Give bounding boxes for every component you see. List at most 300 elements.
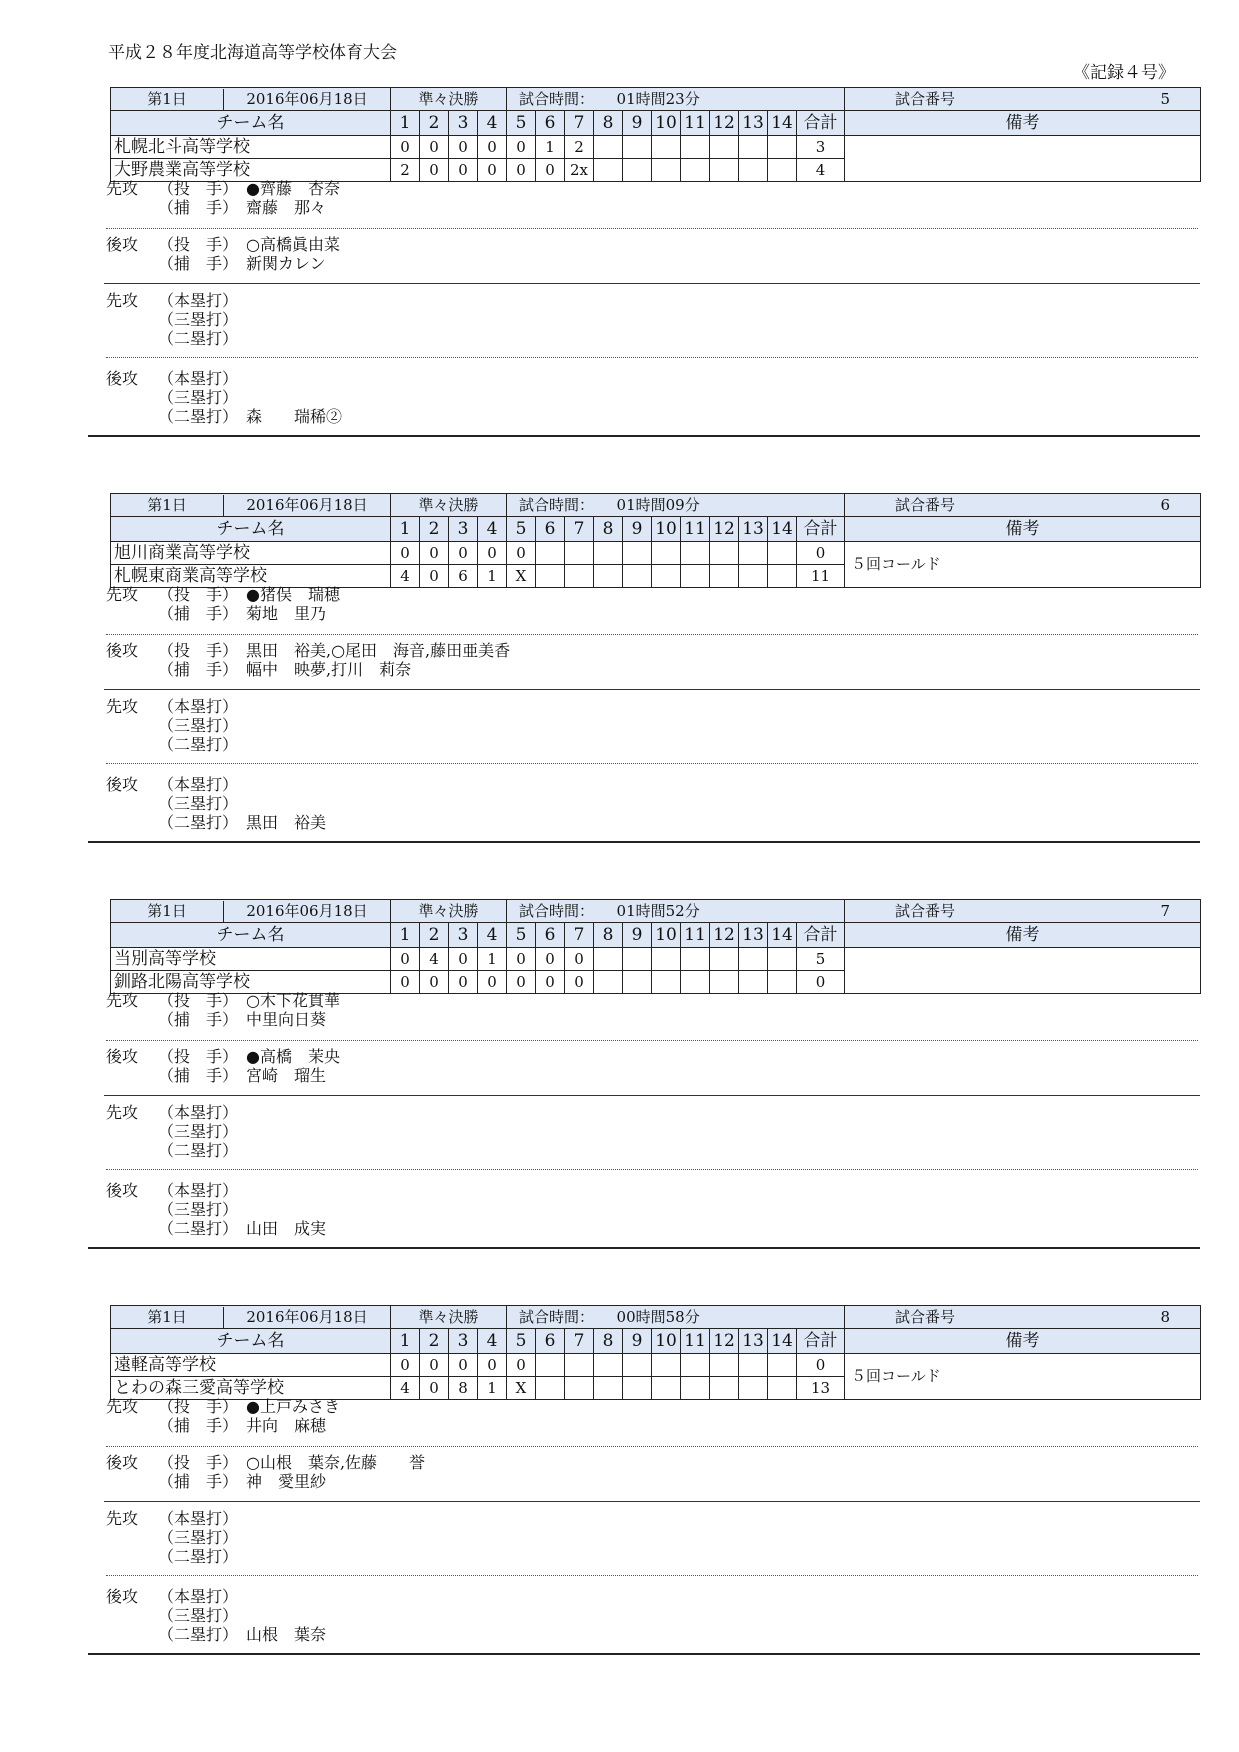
- batting-order-label: 後攻: [106, 369, 139, 388]
- game-number: 試合番号 7: [845, 900, 1201, 923]
- day-label: 第1日: [111, 1307, 224, 1328]
- inning-header: 8: [594, 923, 623, 948]
- inning-score: 2: [391, 159, 420, 182]
- catcher-name: 中里向日葵: [246, 1010, 327, 1029]
- batting-order-label: 先攻: [106, 179, 139, 198]
- team-total: 11: [797, 565, 845, 588]
- inning-score: 1: [478, 1377, 507, 1400]
- extra-base-hits-section: [106, 1509, 1200, 1566]
- inning-score: [594, 542, 623, 565]
- inning-header: 1: [391, 111, 420, 136]
- home-run-label: （本塁打）: [158, 697, 239, 716]
- batting-order-label: 後攻: [106, 1047, 139, 1066]
- inning-header: 7: [565, 1329, 594, 1354]
- inning-header: 12: [710, 1329, 739, 1354]
- total-header: 合計: [797, 111, 845, 136]
- inning-header: 6: [536, 923, 565, 948]
- inning-score: [768, 136, 797, 159]
- triple-label: （三塁打）: [158, 1606, 239, 1625]
- dotted-divider: [106, 1169, 1198, 1170]
- game-number: 試合番号 5: [845, 88, 1201, 111]
- double-players: 山根 葉奈: [246, 1625, 327, 1644]
- inning-header: 2: [420, 923, 449, 948]
- inning-header: 2: [420, 111, 449, 136]
- home-run-label: （本塁打）: [158, 775, 239, 794]
- inning-score: [681, 1354, 710, 1377]
- pitcher-name: ●上戸みさき: [246, 1397, 340, 1416]
- team-name-header: チーム名: [111, 111, 391, 136]
- inning-score: 0: [507, 136, 536, 159]
- day-label: 第1日: [111, 495, 224, 516]
- inning-score: [681, 542, 710, 565]
- batting-order-label: 先攻: [106, 1397, 139, 1416]
- inning-score: 0: [449, 948, 478, 971]
- inning-header: 9: [623, 111, 652, 136]
- inning-score: 4: [391, 1377, 420, 1400]
- inning-score: 0: [478, 971, 507, 994]
- game-block: [88, 899, 1200, 1307]
- inning-header: 5: [507, 923, 536, 948]
- inning-score: 0: [449, 136, 478, 159]
- inning-score: [594, 1354, 623, 1377]
- inning-header: 10: [652, 111, 681, 136]
- extra-base-hits-section: [106, 369, 1200, 426]
- round-label: 準々決勝: [391, 1306, 507, 1329]
- inning-score: 0: [507, 542, 536, 565]
- team-name: 大野農業高等学校: [111, 159, 391, 182]
- inning-header: 7: [565, 111, 594, 136]
- inning-score: 0: [449, 159, 478, 182]
- double-label: （二塁打）: [158, 1219, 239, 1238]
- team-name: 釧路北陽高等学校: [111, 971, 391, 994]
- double-label: （二塁打）: [158, 1625, 239, 1644]
- home-run-label: （本塁打）: [158, 1181, 239, 1200]
- day-label: 第1日: [111, 901, 224, 922]
- inning-score: 0: [478, 159, 507, 182]
- game-block: [88, 493, 1200, 901]
- battery-section: [106, 641, 1200, 679]
- inning-score: [565, 1354, 594, 1377]
- inning-score: 0: [420, 159, 449, 182]
- team-total: 4: [797, 159, 845, 182]
- round-label: 準々決勝: [391, 900, 507, 923]
- team-name: 当別高等学校: [111, 948, 391, 971]
- inning-header: 5: [507, 1329, 536, 1354]
- catcher-label: （捕 手）: [158, 1416, 239, 1435]
- triple-label: （三塁打）: [158, 1122, 239, 1141]
- double-label: （二塁打）: [158, 735, 239, 754]
- pitcher-name: ○高橋眞由菜: [246, 235, 340, 254]
- triple-label: （三塁打）: [158, 1200, 239, 1219]
- triple-label: （三塁打）: [158, 716, 239, 735]
- inning-score: [652, 1354, 681, 1377]
- battery-section: [106, 1453, 1200, 1491]
- catcher-name: 新関カレン: [246, 254, 326, 273]
- catcher-name: 幅中 映夢,打川 莉奈: [246, 660, 412, 679]
- inning-header: 5: [507, 517, 536, 542]
- inning-header: 9: [623, 517, 652, 542]
- inning-header: 12: [710, 517, 739, 542]
- team-name: 札幌東商業高等学校: [111, 565, 391, 588]
- inning-header: 1: [391, 1329, 420, 1354]
- inning-score: [739, 948, 768, 971]
- game-note: ５回コールド: [845, 542, 1201, 588]
- inning-header: 14: [768, 1329, 797, 1354]
- batting-order-label: 後攻: [106, 641, 139, 660]
- triple-label: （三塁打）: [158, 794, 239, 813]
- inning-score: 0: [449, 971, 478, 994]
- inning-score: 0: [420, 1354, 449, 1377]
- dotted-divider: [106, 228, 1198, 229]
- total-header: 合計: [797, 517, 845, 542]
- extra-base-hits-section: [106, 775, 1200, 832]
- pitcher-label: （投 手）: [158, 991, 239, 1010]
- inning-header: 3: [449, 923, 478, 948]
- catcher-name: 井向 麻穂: [246, 1416, 327, 1435]
- game-note: ５回コールド: [845, 1354, 1201, 1400]
- inning-header-row: [111, 923, 1201, 948]
- triple-label: （三塁打）: [158, 310, 239, 329]
- note-header: 備考: [845, 111, 1201, 136]
- inning-score: [623, 136, 652, 159]
- team-name: 旭川商業高等学校: [111, 542, 391, 565]
- dotted-divider: [106, 763, 1198, 764]
- batting-order-label: 後攻: [106, 235, 139, 254]
- dotted-divider: [106, 634, 1198, 635]
- game-block: [88, 1305, 1200, 1713]
- game-time: 試合時間： 01時間23分: [507, 88, 845, 111]
- inning-score: 0: [449, 542, 478, 565]
- double-label: （二塁打）: [158, 1141, 239, 1160]
- pitcher-label: （投 手）: [158, 1397, 239, 1416]
- inning-header: 7: [565, 517, 594, 542]
- pitcher-name: ○山根 葉奈,佐藤 誉: [246, 1453, 426, 1472]
- game-time: 試合時間： 00時間58分: [507, 1306, 845, 1329]
- pitcher-name: ●高橋 茉央: [246, 1047, 340, 1066]
- inning-score: 0: [391, 971, 420, 994]
- team-name: 遠軽高等学校: [111, 1354, 391, 1377]
- inning-score: 0: [420, 971, 449, 994]
- inning-score: 0: [391, 948, 420, 971]
- dotted-divider: [106, 1040, 1198, 1041]
- dotted-divider: [106, 1446, 1198, 1447]
- game-note: [845, 136, 1201, 182]
- inning-header: 6: [536, 111, 565, 136]
- game-divider: [88, 1247, 1200, 1249]
- dotted-divider: [106, 1575, 1198, 1576]
- inning-header: 9: [623, 1329, 652, 1354]
- double-label: （二塁打）: [158, 329, 239, 348]
- inning-header: 1: [391, 517, 420, 542]
- inning-score: 0: [507, 159, 536, 182]
- batting-order-label: 先攻: [106, 585, 139, 604]
- batting-order-label: 先攻: [106, 1509, 139, 1528]
- triple-label: （三塁打）: [158, 388, 239, 407]
- inning-score: 0: [478, 542, 507, 565]
- section-divider: [104, 1501, 1200, 1502]
- double-label: （二塁打）: [158, 407, 239, 426]
- pitcher-label: （投 手）: [158, 179, 239, 198]
- total-header: 合計: [797, 1329, 845, 1354]
- game-date: 2016年06月18日: [246, 1307, 368, 1326]
- batting-order-label: 後攻: [106, 775, 139, 794]
- double-players: 黒田 裕美: [246, 813, 327, 832]
- inning-header: 14: [768, 517, 797, 542]
- team-total: 0: [797, 1354, 845, 1377]
- inning-header: 7: [565, 923, 594, 948]
- double-players: 森 瑞稀②: [246, 407, 343, 426]
- inning-score: 1: [478, 565, 507, 588]
- game-info-row: [111, 494, 1201, 517]
- battery-section: [106, 1397, 1200, 1435]
- inning-score: [768, 542, 797, 565]
- triple-label: （三塁打）: [158, 1528, 239, 1547]
- inning-header: 13: [739, 517, 768, 542]
- inning-score: 0: [507, 971, 536, 994]
- catcher-label: （捕 手）: [158, 660, 239, 679]
- extra-base-hits-section: [106, 1103, 1200, 1160]
- inning-score: [710, 542, 739, 565]
- section-divider: [104, 689, 1200, 690]
- home-run-label: （本塁打）: [158, 369, 239, 388]
- batting-order-label: 先攻: [106, 291, 139, 310]
- inning-score: 0: [565, 971, 594, 994]
- document-title: 平成２８年度北海道高等学校体育大会: [108, 43, 397, 63]
- inning-score: [681, 136, 710, 159]
- inning-header: 4: [478, 923, 507, 948]
- inning-header: 8: [594, 517, 623, 542]
- game-date: 2016年06月18日: [246, 495, 368, 514]
- score-table: [110, 1305, 1201, 1400]
- team-name-header: チーム名: [111, 517, 391, 542]
- batting-order-label: 後攻: [106, 1181, 139, 1200]
- pitcher-label: （投 手）: [158, 1453, 239, 1472]
- team-row: [111, 136, 1201, 159]
- batting-order-label: 後攻: [106, 1587, 139, 1606]
- pitcher-label: （投 手）: [158, 235, 239, 254]
- inning-header: 9: [623, 923, 652, 948]
- note-header: 備考: [845, 923, 1201, 948]
- inning-score: 0: [420, 136, 449, 159]
- team-name: とわの森三愛高等学校: [111, 1377, 391, 1400]
- team-name-header: チーム名: [111, 1329, 391, 1354]
- inning-score: 4: [420, 948, 449, 971]
- battery-section: [106, 585, 1200, 623]
- inning-header: 2: [420, 517, 449, 542]
- game-time: 試合時間： 01時間09分: [507, 494, 845, 517]
- inning-header: 14: [768, 923, 797, 948]
- inning-header: 11: [681, 111, 710, 136]
- inning-score: 0: [391, 136, 420, 159]
- inning-header: 13: [739, 923, 768, 948]
- inning-header: 12: [710, 111, 739, 136]
- inning-header: 10: [652, 923, 681, 948]
- inning-score: 0: [507, 1354, 536, 1377]
- inning-header-row: [111, 111, 1201, 136]
- double-label: （二塁打）: [158, 1547, 239, 1566]
- catcher-label: （捕 手）: [158, 604, 239, 623]
- inning-score: 0: [478, 136, 507, 159]
- inning-score: [739, 1354, 768, 1377]
- game-number: 試合番号 6: [845, 494, 1201, 517]
- team-name-header: チーム名: [111, 923, 391, 948]
- inning-score: [623, 1354, 652, 1377]
- pitcher-label: （投 手）: [158, 1047, 239, 1066]
- game-info-row: [111, 88, 1201, 111]
- inning-score: [536, 542, 565, 565]
- inning-header: 2: [420, 1329, 449, 1354]
- inning-header: 6: [536, 517, 565, 542]
- inning-score: 6: [449, 565, 478, 588]
- home-run-label: （本塁打）: [158, 1509, 239, 1528]
- extra-base-hits-section: [106, 291, 1200, 348]
- inning-score: X: [507, 565, 536, 588]
- inning-score: 2x: [565, 159, 594, 182]
- game-number: 試合番号 8: [845, 1306, 1201, 1329]
- inning-score: 0: [420, 565, 449, 588]
- batting-order-label: 先攻: [106, 697, 139, 716]
- inning-score: 0: [420, 1377, 449, 1400]
- inning-score: [594, 948, 623, 971]
- pitcher-name: ●齊藤 杏奈: [246, 179, 340, 198]
- team-row: [111, 542, 1201, 565]
- inning-score: [739, 542, 768, 565]
- inning-score: 0: [478, 1354, 507, 1377]
- home-run-label: （本塁打）: [158, 1587, 239, 1606]
- inning-score: [652, 136, 681, 159]
- inning-score: [768, 1354, 797, 1377]
- battery-section: [106, 991, 1200, 1029]
- pitcher-name: 黒田 裕美,○尾田 海音,藤田亜美香: [246, 641, 511, 660]
- double-players: 山田 成実: [246, 1219, 327, 1238]
- extra-base-hits-section: [106, 1181, 1200, 1238]
- game-info-row: [111, 900, 1201, 923]
- batting-order-label: 後攻: [106, 1453, 139, 1472]
- record-number: 《記録４号》: [1073, 63, 1175, 83]
- inning-score: 0: [391, 542, 420, 565]
- game-time: 試合時間： 01時間52分: [507, 900, 845, 923]
- inning-score: 0: [507, 948, 536, 971]
- inning-header: 4: [478, 1329, 507, 1354]
- team-row: [111, 1354, 1201, 1377]
- inning-header: 6: [536, 1329, 565, 1354]
- inning-header: 13: [739, 111, 768, 136]
- inning-header: 10: [652, 1329, 681, 1354]
- note-header: 備考: [845, 1329, 1201, 1354]
- catcher-name: 齋藤 那々: [246, 198, 327, 217]
- catcher-label: （捕 手）: [158, 198, 239, 217]
- team-name: 札幌北斗高等学校: [111, 136, 391, 159]
- inning-score: 0: [449, 1354, 478, 1377]
- inning-score: 2: [565, 136, 594, 159]
- dotted-divider: [106, 357, 1198, 358]
- pitcher-label: （投 手）: [158, 641, 239, 660]
- pitcher-label: （投 手）: [158, 585, 239, 604]
- double-label: （二塁打）: [158, 813, 239, 832]
- inning-score: 0: [565, 948, 594, 971]
- inning-score: 0: [420, 542, 449, 565]
- home-run-label: （本塁打）: [158, 291, 239, 310]
- inning-header: 3: [449, 1329, 478, 1354]
- inning-score: [739, 136, 768, 159]
- inning-header-row: [111, 517, 1201, 542]
- team-total: 0: [797, 542, 845, 565]
- inning-header: 5: [507, 111, 536, 136]
- battery-section: [106, 179, 1200, 217]
- inning-header: 1: [391, 923, 420, 948]
- inning-header: 4: [478, 517, 507, 542]
- inning-score: [594, 136, 623, 159]
- inning-header: 11: [681, 517, 710, 542]
- inning-score: 8: [449, 1377, 478, 1400]
- battery-section: [106, 1047, 1200, 1085]
- inning-score: X: [507, 1377, 536, 1400]
- inning-score: [623, 948, 652, 971]
- team-total: 3: [797, 136, 845, 159]
- day-label: 第1日: [111, 89, 224, 110]
- team-total: 5: [797, 948, 845, 971]
- inning-header: 14: [768, 111, 797, 136]
- game-note: [845, 948, 1201, 994]
- inning-score: [623, 542, 652, 565]
- score-table: [110, 899, 1201, 994]
- inning-header: 11: [681, 923, 710, 948]
- catcher-label: （捕 手）: [158, 1066, 239, 1085]
- team-row: [111, 948, 1201, 971]
- inning-score: 4: [391, 565, 420, 588]
- game-divider: [88, 435, 1200, 437]
- inning-score: [681, 948, 710, 971]
- battery-section: [106, 235, 1200, 273]
- catcher-name: 宮崎 瑠生: [246, 1066, 327, 1085]
- inning-score: [710, 948, 739, 971]
- inning-header: 4: [478, 111, 507, 136]
- catcher-name: 菊地 里乃: [246, 604, 327, 623]
- inning-score: [768, 948, 797, 971]
- inning-score: [565, 542, 594, 565]
- inning-header: 8: [594, 111, 623, 136]
- inning-score: 0: [536, 159, 565, 182]
- inning-score: 1: [536, 136, 565, 159]
- inning-score: [710, 136, 739, 159]
- inning-header: 13: [739, 1329, 768, 1354]
- inning-score: 0: [536, 948, 565, 971]
- game-divider: [88, 841, 1200, 843]
- game-info-row: [111, 1306, 1201, 1329]
- batting-order-label: 先攻: [106, 1103, 139, 1122]
- note-header: 備考: [845, 517, 1201, 542]
- batting-order-label: 先攻: [106, 991, 139, 1010]
- inning-header: 11: [681, 1329, 710, 1354]
- section-divider: [104, 283, 1200, 284]
- inning-score: 0: [536, 971, 565, 994]
- catcher-label: （捕 手）: [158, 254, 239, 273]
- pitcher-name: ●猪俣 瑞穂: [246, 585, 340, 604]
- game-date: 2016年06月18日: [246, 89, 368, 108]
- inning-score: 0: [391, 1354, 420, 1377]
- inning-header: 8: [594, 1329, 623, 1354]
- team-total: 0: [797, 971, 845, 994]
- inning-score: [710, 1354, 739, 1377]
- inning-header: 3: [449, 517, 478, 542]
- home-run-label: （本塁打）: [158, 1103, 239, 1122]
- score-table: [110, 493, 1201, 588]
- round-label: 準々決勝: [391, 88, 507, 111]
- catcher-label: （捕 手）: [158, 1010, 239, 1029]
- game-block: [88, 87, 1200, 495]
- inning-score: [652, 948, 681, 971]
- inning-score: [536, 1354, 565, 1377]
